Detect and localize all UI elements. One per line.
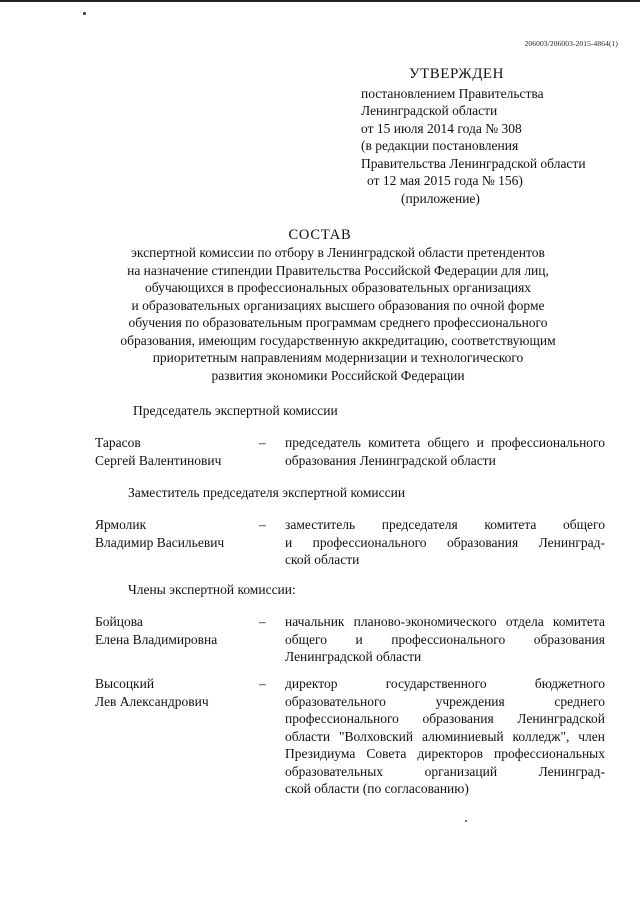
member-entry-deputy [95,516,610,572]
member-surname: Тарасов [95,435,141,450]
section-members-heading: Члены экспертной комиссии: [128,582,296,597]
document-number: 206003/206003-2015-4864(1) [524,39,618,48]
approval-line: (приложение) [401,190,480,206]
subtitle-line: обучения по образовательным программам среднего профессионального [128,315,548,330]
member-name [95,516,224,551]
role-line: и профессионального образования Ленинград- [285,534,605,550]
approval-line: Правительства Ленинградской области [361,155,586,171]
approval-title: УТВЕРЖДЕН [409,66,504,82]
member-dash: – [259,517,266,532]
member-given-names: Елена Владимировна [95,631,218,647]
approval-line: Ленинградской области [361,103,498,118]
member-role [285,613,605,666]
subtitle-line: на назначение стипендии Правительства Российской Федерации для лиц, [127,262,549,278]
subtitle-line: и образовательных организациях высшего образования по очной форме [131,297,545,313]
role-line: ской области (по согласованию) [285,781,469,796]
role-line: начальник планово-экономического отдела комитета [285,614,605,629]
approval-line: постановлением Правительства [361,85,544,101]
role-line: председатель комитета общего и профессионального [285,435,605,450]
member-dash: – [259,435,266,450]
member-entry-chair [95,434,610,474]
document-heading: СОСТАВ [288,227,352,243]
role-line: Президиума Совета директоров профессиональных [285,746,605,761]
member-dash: – [259,676,266,691]
approval-stamp [361,66,586,207]
member-given-names: Сергей Валентинович [95,452,222,468]
member-given-names: Лев Александрович [95,693,209,709]
member-name [95,434,221,469]
subtitle-line: образования, имеющим государственную аккредитацию, соответствующим [120,332,556,348]
subtitle-line: обучающихся в профессиональных образовательных организациях [144,280,532,295]
member-surname: Высоцкий [95,676,155,691]
approval-line: (в редакции постановления [361,138,519,153]
member-name [95,613,217,648]
section-chair-heading: Председатель экспертной комиссии [133,403,338,418]
role-line: профессионального образования Ленинградской [285,711,605,726]
section-deputy-heading: Заместитель председателя экспертной комиссии [128,485,406,500]
member-surname: Ярмолик [95,517,147,532]
subtitle-line: приоритетным направлениям модернизации и технологического [152,350,524,365]
member-name [95,675,209,710]
member-given-names: Владимир Васильевич [95,534,225,550]
role-line: области "Волховский алюминиевый колледж", член [285,728,605,744]
subtitle-line: экспертной комиссии по отбору в Ленинградской области претендентов [131,245,545,260]
member-role [285,434,605,469]
member-role [285,516,605,569]
subtitle-line: развития экономики Российской Федерации [211,367,465,383]
role-line: образовательных организаций Ленинград- [285,763,605,779]
scan-speck [465,820,467,822]
document-subtitle [88,244,588,384]
member-surname: Бойцова [95,614,143,629]
scan-top-edge [0,0,640,14]
approval-line: от 12 мая 2015 года № 156) [367,173,523,188]
role-line: Ленинградской области [285,649,422,664]
member-dash: – [259,614,266,629]
role-line: образовательного учреждения среднего [285,693,605,709]
member-role [285,675,605,798]
role-line: ской области [285,552,360,567]
role-line: образования Ленинградской области [285,452,496,468]
member-entry [95,675,610,801]
role-line: директор государственного бюджетного [285,676,605,691]
scan-speck [83,12,86,15]
member-entry [95,613,610,669]
role-line: общего и профессионального образования [285,631,605,647]
role-line: заместитель председателя комитета общего [285,517,605,532]
approval-line: от 15 июля 2014 года № 308 [361,120,522,136]
